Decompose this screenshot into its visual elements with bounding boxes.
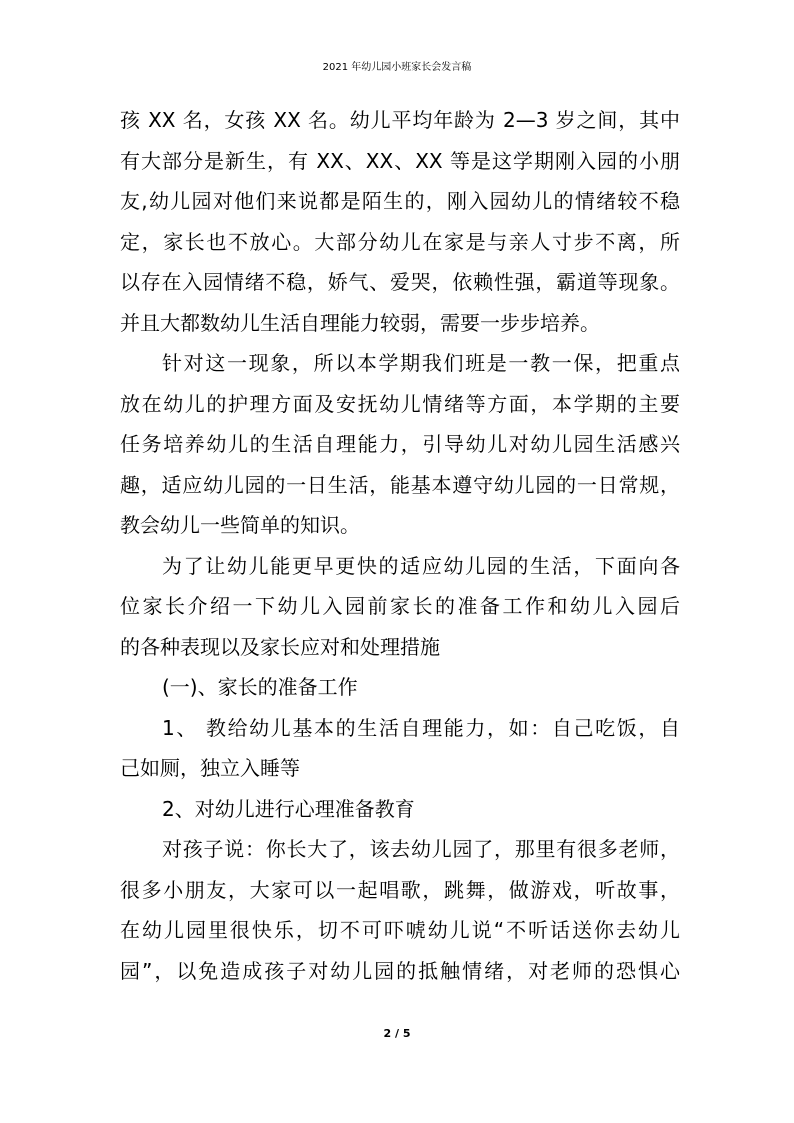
page-number: 2 / 5 (383, 1027, 411, 1040)
body-line: 并且大都数幼儿生活自理能力较弱，需要一步步培养。 (120, 310, 600, 335)
body-line: 针对这一现象，所以本学期我们班是一教一保，把重点 (162, 351, 680, 375)
section-heading: (一)、家长的准备工作 (162, 675, 358, 699)
list-item-heading: 2、对幼儿进行心理准备教育 (162, 796, 415, 821)
body-line: 的各种表现以及家长应对和处理措施 (120, 634, 440, 659)
body-line: 定，家长也不放心。大部分幼儿在家是与亲人寸步不离，所 (120, 229, 680, 254)
body-line: 园”，以免造成孩子对幼儿园的抵触情绪，对老师的恐惧心 (120, 958, 680, 983)
body-line: 趣，适应幼儿园的一日生活，能基本遵守幼儿园的一日常规， (120, 472, 680, 497)
body-line: 为了让幼儿能更早更快的适应幼儿园的生活，下面向各 (162, 553, 680, 578)
body-line: 很多小朋友，大家可以一起唱歌，跳舞，做游戏，听故事， (120, 877, 680, 902)
body-line: 己如厕，独立入睡等 (120, 756, 300, 780)
body-line: 教会幼儿一些简单的知识。 (120, 513, 360, 537)
body-line: 以存在入园情绪不稳，娇气、爱哭，依赖性强，霸道等现象。 (120, 270, 680, 294)
body-line: 在幼儿园里很快乐，切不可吓唬幼儿说“不听话送你去幼儿 (120, 918, 680, 942)
body-line: 任务培养幼儿的生活自理能力，引导幼儿对幼儿园生活感兴 (120, 432, 680, 456)
page-header-title: 2021 年幼儿园小班家长会发言稿 (322, 62, 472, 73)
body-line: 位家长介绍一下幼儿入园前家长的准备工作和幼儿入园后 (120, 594, 680, 618)
body-line: 放在幼儿的护理方面及安抚幼儿情绪等方面，本学期的主要 (120, 391, 680, 416)
body-line: 友,幼儿园对他们来说都是陌生的，刚入园幼儿的情绪较不稳 (120, 189, 680, 213)
body-line: 有大部分是新生，有 XX、XX、XX 等是这学期刚入园的小朋 (120, 148, 680, 173)
body-line: 1、 教给幼儿基本的生活自理能力，如：自己吃饭，自 (162, 715, 680, 740)
body-line: 孩 XX 名，女孩 XX 名。幼儿平均年龄为 2—3 岁之间，其中 (120, 108, 680, 132)
body-line: 对孩子说：你长大了，该去幼儿园了，那里有很多老师， (162, 837, 680, 861)
document-body (120, 100, 680, 991)
